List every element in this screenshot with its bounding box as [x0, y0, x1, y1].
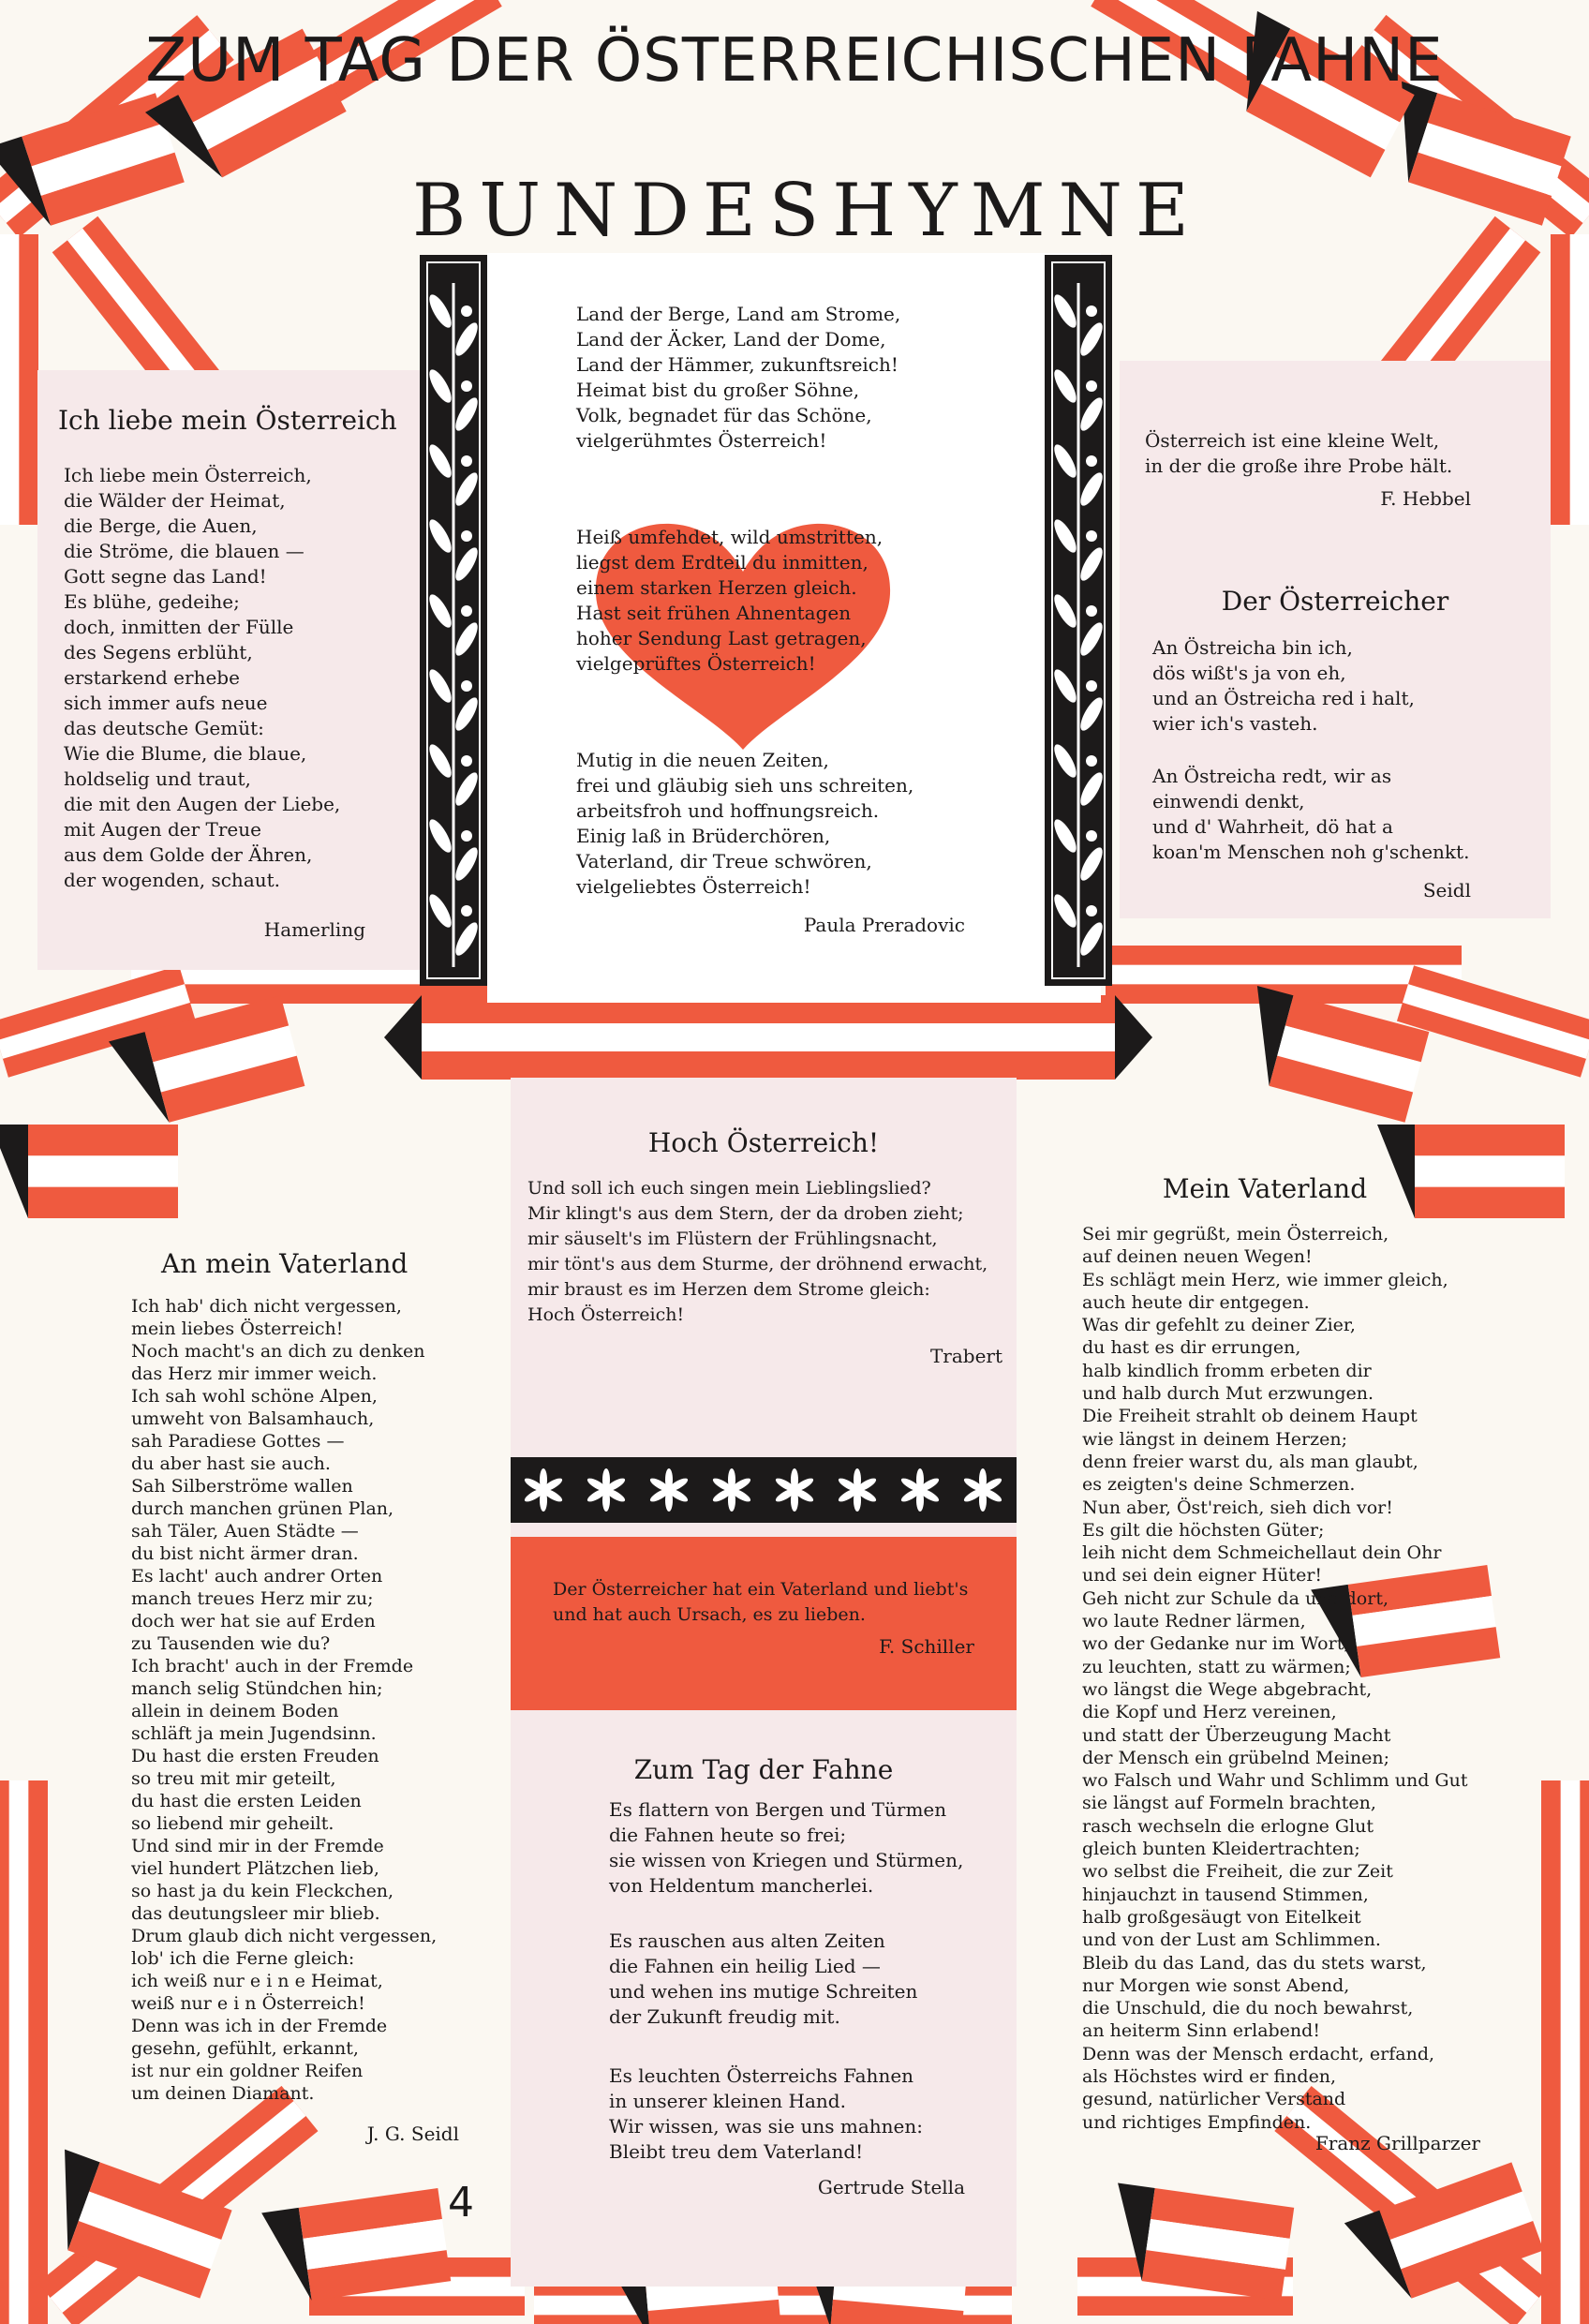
- flag-mid-right: [1233, 986, 1429, 1123]
- liebe-author: Hamerling: [263, 918, 365, 941]
- hoch-title: Hoch Österreich!: [647, 1127, 880, 1158]
- hoch-text: Und soll ich euch singen mein Lieblingslied? Mir klingt's aus dem Stern, der da droben zieht; mir säuselt's im Flüstern der Frühlingsnacht, mir tönt's aus dem Sturme, der dröhnend erwacht, mir braust es im Herzen dem Strome gleich: Hoch Österreich!: [527, 1178, 988, 1325]
- hymn-author: Paula Preradovic: [803, 914, 965, 936]
- edelweiss-ornament-band: [511, 1457, 1017, 1523]
- vaterland-right-title: Mein Vaterland: [1162, 1173, 1368, 1204]
- fahne-stanza-1: Es flattern von Bergen und Türmen die Fahnen heute so frei; sie wissen von Kriegen und Stürmen, von Heldentum mancherlei.: [609, 1798, 964, 1897]
- ribbon-mid-right-2: [1397, 965, 1589, 1077]
- hebbel-quote: Österreich ist eine kleine Welt, in der die große ihre Probe hält.: [1145, 429, 1453, 477]
- hymn-stanza-2: Heiß umfehdet, wild umstritten, liegst dem Erdteil du inmitten, einem starken Herzen gleich. Hast seit frühen Ahnentagen hoher Sendung Last getragen, vielgeprüftes Österreich!: [576, 526, 884, 675]
- hymn-stanza-3: Mutig in die neuen Zeiten, frei und gläubig sieh uns schreiten, arbeitsfroh und hoffnungsreich. Einig laß in Brüderchören, Vaterland, dir Treue schwören, vielgeliebtes Österreich!: [576, 749, 914, 898]
- vaterland-left-author: J. G. Seidl: [366, 2123, 459, 2145]
- ribbon-lower-right-edge: [1541, 1780, 1589, 2324]
- fahne-title: Zum Tag der Fahne: [633, 1754, 894, 1785]
- vine-ornament-left: [420, 255, 487, 986]
- vaterland-right-author: Franz Grillparzer: [1314, 2132, 1480, 2154]
- liebe-title: Ich liebe mein Österreich: [58, 405, 397, 436]
- flag-left: [0, 1125, 178, 1218]
- vaterland-right-text: Sei mir gegrüßt, mein Österreich, auf deinen neuen Wegen! Es schlägt mein Herz, wie immer gleich, auch heute dir entgegen. Was dir gefehlt zu deiner Zier, du hast es dir errungen, halb kindlich fromm erbeten dir und halb durch Mut erzwungen. Die Freiheit strahlt ob deinem Haupt wie längst in deinem Herzen; denn freier warst du, als man glaubt, es zeigten's deine Schmerzen. Nun aber, Öst'reich, sieh dich vor! Es gilt die höchsten Güter; leih nicht dem Schmeichellaut dein Ohr und sei dein eigner Hüter! Geh nicht zur Schule da und dort, wo laute Redner lärmen, wo der Gedanke nur im Wort, zu leuchten, statt zu wärmen; wo längst die Wege abgebracht, die Kopf und Herz vereinen, und statt der Überzeugung Macht der Mensch ein grübelnd Meinen; wo Falsch und Wahr und Schlimm und Gut sie längst auf Formeln brachten, rasch wechseln die erlogne Glut gleich bunten Kleidertrachten; wo selbst die Freiheit, die zur Zeit hinjauchzt in tausend Stimmen, halb großgesäugt von Eitelkeit und von der Lust am Schlimmen. Bleib du das Land, das du stets warst, nur Morgen wie sonst Abend, die Unschuld, die du noch bewahrst, an heiterm Sinn erlabend! Denn was der Mensch erdacht, erfand, als Höchstes wird er finden, gesund, natürlicher Verstand und richtiges Empfinden.: [1082, 1224, 1468, 2133]
- vine-ornament-right: [1045, 255, 1112, 986]
- vaterland-left-title: An mein Vaterland: [161, 1248, 408, 1279]
- hoch-author: Trabert: [929, 1345, 1002, 1367]
- fahne-stanza-3: Es leuchten Österreichs Fahnen in unserer kleinen Hand. Wir wissen, was sie uns mahnen: Bleibt treu dem Vaterland!: [609, 2064, 923, 2163]
- ribbon-right-edge: [1551, 234, 1589, 525]
- schiller-author: F. Schiller: [879, 1635, 974, 1658]
- oesterreicher-title: Der Österreicher: [1221, 586, 1449, 617]
- ribbon-left-edge: [0, 234, 38, 525]
- hymn-banner: [384, 995, 1152, 1080]
- ribbon-lower-left-edge: [0, 1780, 48, 2324]
- flag-right: [1377, 1125, 1565, 1218]
- oesterreicher-stanza-2: An Östreicha redt, wir as einwendi denkt, und d' Wahrheit, dö hat a koan'm Menschen noh g'schenkt.: [1152, 765, 1470, 863]
- hymn-title: BUNDESHYMNE: [412, 169, 1202, 253]
- fahne-stanza-2: Es rauschen aus alten Zeiten die Fahnen ein heilig Lied — und wehen ins mutige Schreiten der Zukunft freudig mit.: [609, 1929, 918, 2028]
- vaterland-left-text: Ich hab' dich nicht vergessen, mein liebes Österreich! Noch macht's an dich zu denken das Herz mir immer weich. Ich sah wohl schöne Alpen, umweht von Balsamhauch, sah Paradiese Gottes — du aber hast sie auch. Sah Silberströme wallen durch manchen grünen Plan, sah Täler, Auen Städte — du bist nicht ärmer dran. Es lacht' auch andrer Orten manch treues Herz mir zu; doch wer hat sie auf Erden zu Tausenden wie du? Ich bracht' auch in der Fremde manch selig Stündchen hin; allein in deinem Boden schläft ja mein Jugendsinn. Du hast die ersten Freuden so treu mit mir geteilt, du hast die ersten Leiden so liebend mir geheilt. Und sind mir in der Fremde viel hundert Plätzchen lieb, so hast ja du kein Fleckchen, das deutungsleer mir blieb. Drum glaub dich nicht vergessen, lob' ich die Ferne gleich: ich weiß nur e i n e Heimat, weiß nur e i n Österreich! Denn was ich in der Fremde gesehn, gefühlt, erkannt, ist nur ein goldner Reifen um deinen Diamant.: [131, 1296, 438, 2104]
- hebbel-author: F. Hebbel: [1380, 487, 1471, 510]
- schiller-quote: Der Österreicher hat ein Vaterland und liebt's und hat auch Ursach, es zu lieben.: [553, 1579, 969, 1625]
- page-title: ZUM TAG DER ÖSTERREICHISCHEN FAHNE: [145, 26, 1444, 96]
- hymn-stanza-1: Land der Berge, Land am Strome, Land der Äcker, Land der Dome, Land der Hämmer, zukunftsreich! Heimat bist du großer Söhne, Volk, begnadet für das Schöne, vielgerühmtes Österreich!: [576, 303, 901, 452]
- oesterreicher-author: Seidl: [1422, 879, 1471, 901]
- fahne-author: Gertrude Stella: [817, 2176, 965, 2198]
- liebe-text: Ich liebe mein Österreich, die Wälder der Heimat, die Berge, die Auen, die Ströme, die blauen — Gott segne das Land! Es blühe, gedeihe; doch, inmitten der Fülle des Segens erblüht, erstarkend erhebe sich immer aufs neue das deutsche Gemüt: Wie die Blume, die blaue, holdselig und traut, die mit den Augen der Liebe, mit Augen der Treue aus dem Golde der Ähren, der wogenden, schaut.: [64, 464, 341, 891]
- oesterreicher-stanza-1: An Östreicha bin ich, dös wißt's ja von eh, und an Östreicha red i halt, wier ich's vasteh.: [1152, 636, 1415, 735]
- page-number: 4: [448, 2179, 474, 2227]
